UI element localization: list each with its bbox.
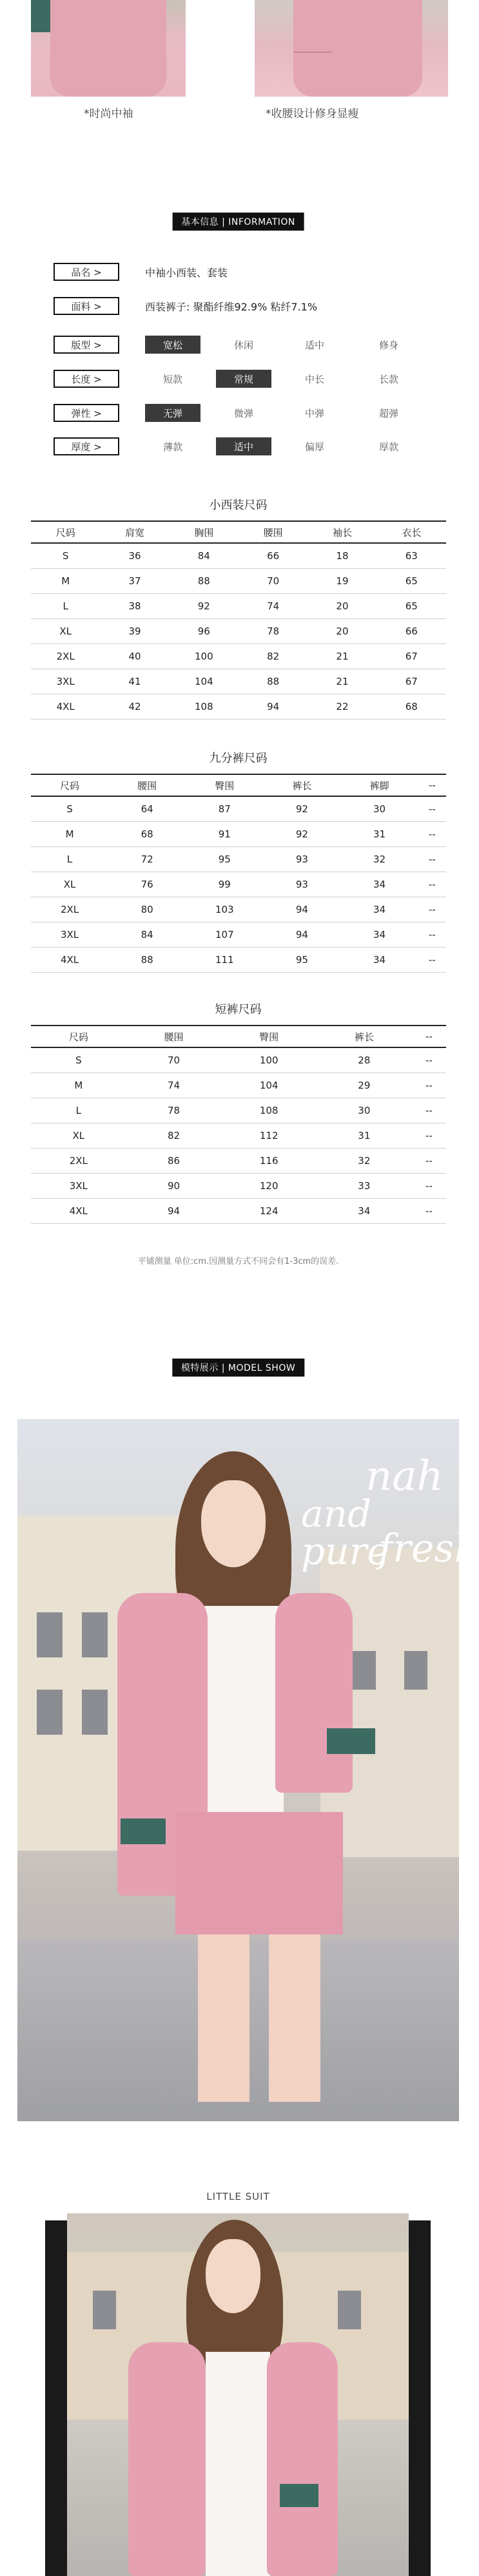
table-cell: 34 [341,947,418,972]
table-row [31,872,446,897]
table-row [31,1173,446,1198]
table-cell: 104 [221,1073,317,1098]
option-item: 厚款 [378,441,398,453]
table-cell: -- [412,1073,446,1098]
table-cell: 19 [308,568,376,593]
info-label: 面料 > [54,297,119,315]
table-cell: XL [31,872,108,897]
table-row [31,846,446,872]
table-cell: 82 [126,1123,222,1148]
table-row [31,947,446,972]
info-value: 西装裤子: 聚酯纤维92.9% 粘纤7.1% [145,300,318,313]
table-cell: 4XL [31,1198,126,1223]
table-row [31,922,446,947]
option-row [54,437,119,456]
table-row [31,644,446,669]
table-cell: 70 [239,568,308,593]
model-photo-second [67,2213,409,2576]
table-cell: 22 [308,694,376,719]
table-cell: -- [412,1123,446,1148]
table-cell: S [31,543,100,568]
option-item: 中长 [304,373,324,385]
table-cell: 96 [170,618,239,644]
table-cell: 30 [341,796,418,821]
table-cell: 112 [221,1123,317,1148]
table-cell: 120 [221,1173,317,1198]
photo-frame-right [409,2220,431,2576]
option-selected: 宽松 [145,336,200,354]
option-item: 适中 [304,339,324,351]
table-cell: 4XL [31,947,108,972]
table-cell: 63 [377,543,446,568]
model-section-header: 模特展示 | MODEL SHOW [172,1359,304,1377]
table-cell: 88 [239,669,308,694]
overlay-line-3: fresh [378,1526,479,1571]
option-row [54,403,119,423]
table-cell: 67 [377,644,446,669]
table-cell: -- [418,947,446,972]
table-cell: XL [31,1123,126,1148]
table-cell: 68 [377,694,446,719]
table-row [31,1073,446,1098]
table-row [31,568,446,593]
little-suit-label: LITTLE SUIT [206,2191,270,2202]
table-cell: 100 [170,644,239,669]
table-cell: 78 [239,618,308,644]
table-cell: 92 [263,821,340,846]
table-cell: 31 [341,821,418,846]
table-cell: 100 [221,1047,317,1073]
table-cell: 93 [263,846,340,872]
caption-right: *收腰设计修身显瘦 [266,108,359,120]
option-item: 短款 [162,373,182,385]
table-cell: 104 [170,669,239,694]
table-cell: 65 [377,593,446,618]
table-row [31,1098,446,1123]
table-cell: -- [418,922,446,947]
info-row-name [54,262,228,281]
option-row [54,369,119,388]
table-cell: 70 [126,1047,222,1073]
table-cell: 78 [126,1098,222,1123]
table-row [31,618,446,644]
column-header: 裤长 [317,1026,412,1047]
table-cell: 40 [100,644,169,669]
table-cell: 86 [126,1148,222,1173]
table-cell: 108 [170,694,239,719]
table-cell: 21 [308,669,376,694]
table-cell: 74 [126,1073,222,1098]
table-cell: XL [31,618,100,644]
measurement-note: 平铺测量 单位:cm.因测量方式不同会有1-3cm的误差. [137,1257,339,1266]
table-cell: 76 [108,872,186,897]
waist-detail-photo [255,0,448,97]
size-table-title: 九分裤尺码 [209,752,268,765]
column-header: 腰围 [126,1026,222,1047]
info-label: 品名 > [54,263,119,281]
column-header: 尺码 [31,774,108,796]
table-cell: 116 [221,1148,317,1173]
table-cell: 3XL [31,1173,126,1198]
column-header: 腰围 [108,774,186,796]
photo-frame-left [45,2220,67,2576]
model-photo-main [17,1419,479,2121]
table-cell: 88 [108,947,186,972]
table-cell: 34 [317,1198,412,1223]
table-cell: 93 [263,872,340,897]
table-cell: 90 [126,1173,222,1198]
table-cell: 34 [341,922,418,947]
size-table-title: 小西装尺码 [209,499,268,512]
option-label: 长度 > [54,370,119,388]
table-cell: 108 [221,1098,317,1123]
table-cell: 99 [186,872,263,897]
table-cell: L [31,1098,126,1123]
table-cell: 39 [100,618,169,644]
table-cell: -- [412,1173,446,1198]
column-header: 胸围 [170,521,239,543]
table-cell: 18 [308,543,376,568]
table-row [31,1123,446,1148]
table-cell: 80 [108,897,186,922]
table-cell: 92 [170,593,239,618]
table-cell: 30 [317,1098,412,1123]
size-table [31,1025,446,1224]
table-cell: 20 [308,593,376,618]
table-cell: 2XL [31,897,108,922]
option-item: 薄款 [162,441,182,453]
table-cell: 3XL [31,669,100,694]
option-item: 中弹 [304,407,324,419]
column-header: 袖长 [308,521,376,543]
table-cell: 2XL [31,1148,126,1173]
table-row [31,1047,446,1073]
table-row [31,694,446,719]
size-table-title: 短裤尺码 [215,1003,262,1016]
option-item: 长款 [378,373,398,385]
table-cell: 33 [317,1173,412,1198]
table-cell: 94 [263,922,340,947]
table-cell: 103 [186,897,263,922]
table-cell: 74 [239,593,308,618]
table-cell: -- [412,1098,446,1123]
table-cell: 91 [186,821,263,846]
table-cell: 87 [186,796,263,821]
table-cell: 72 [108,846,186,872]
table-cell: -- [412,1047,446,1073]
overlay-line-1: nah [366,1453,444,1500]
table-row [31,669,446,694]
option-label: 厚度 > [54,437,119,455]
info-section-header: 基本信息 | INFORMATION [172,213,304,231]
table-cell: 66 [239,543,308,568]
column-header: 腰围 [239,521,308,543]
column-header: 臀围 [186,774,263,796]
table-cell: 29 [317,1073,412,1098]
table-cell: S [31,1047,126,1073]
table-cell: 94 [263,897,340,922]
table-cell: 2XL [31,644,100,669]
option-item: 偏厚 [304,441,324,453]
option-selected: 适中 [216,437,271,455]
table-cell: 68 [108,821,186,846]
table-cell: 32 [317,1148,412,1173]
option-item: 休闲 [233,339,253,351]
table-cell: 36 [100,543,169,568]
column-header: 尺码 [31,521,100,543]
table-row [31,796,446,821]
caption-left: *时尚中袖 [84,108,133,120]
table-row [31,821,446,846]
table-cell: 92 [263,796,340,821]
table-cell: 88 [170,568,239,593]
table-cell: M [31,821,108,846]
table-row [31,543,446,568]
table-cell: 34 [341,872,418,897]
option-selected: 无弹 [145,404,200,422]
table-cell: 84 [108,922,186,947]
table-cell: 95 [263,947,340,972]
table-cell: 28 [317,1047,412,1073]
table-header-row [31,521,446,543]
table-cell: 21 [308,644,376,669]
table-cell: M [31,568,100,593]
column-header: 肩宽 [100,521,169,543]
table-cell: -- [418,796,446,821]
column-header: 臀围 [221,1026,317,1047]
table-cell: 20 [308,618,376,644]
column-header: -- [412,1026,446,1047]
table-cell: 94 [126,1198,222,1223]
table-cell: 64 [108,796,186,821]
size-table [31,774,446,973]
option-item: 微弹 [233,407,253,419]
info-value: 中袖小西装、套装 [145,266,228,279]
table-cell: 38 [100,593,169,618]
table-row [31,593,446,618]
sleeve-detail-photo [31,0,186,97]
table-cell: -- [412,1148,446,1173]
info-row-fabric [54,296,317,316]
table-cell: M [31,1073,126,1098]
table-cell: -- [412,1198,446,1223]
table-cell: 65 [377,568,446,593]
option-label: 弹性 > [54,404,119,422]
table-cell: 67 [377,669,446,694]
table-cell: 124 [221,1198,317,1223]
table-cell: 31 [317,1123,412,1148]
table-cell: 94 [239,694,308,719]
table-row [31,897,446,922]
table-cell: -- [418,846,446,872]
table-cell: 42 [100,694,169,719]
column-header: -- [418,774,446,796]
table-cell: S [31,796,108,821]
table-cell: 4XL [31,694,100,719]
option-label: 版型 > [54,336,119,354]
table-header-row [31,1026,446,1047]
table-cell: 66 [377,618,446,644]
column-header: 尺码 [31,1026,126,1047]
size-table [31,520,446,720]
table-cell: -- [418,897,446,922]
option-item: 修身 [378,339,398,351]
table-cell: 34 [341,897,418,922]
table-cell: 111 [186,947,263,972]
table-cell: 84 [170,543,239,568]
table-cell: L [31,593,100,618]
column-header: 裤长 [263,774,340,796]
table-cell: 32 [341,846,418,872]
table-cell: 107 [186,922,263,947]
table-cell: 37 [100,568,169,593]
table-cell: -- [418,872,446,897]
table-cell: L [31,846,108,872]
column-header: 裤脚 [341,774,418,796]
option-row [54,335,119,354]
option-selected: 常规 [216,370,271,388]
table-row [31,1198,446,1223]
table-cell: 82 [239,644,308,669]
table-cell: -- [418,821,446,846]
table-row [31,1148,446,1173]
table-header-row [31,774,446,796]
table-cell: 3XL [31,922,108,947]
product-thumbnails [0,0,476,97]
table-cell: 41 [100,669,169,694]
table-cell: 95 [186,846,263,872]
option-item: 超弹 [378,407,398,419]
overlay-line-2: and pure [301,1492,389,1573]
column-header: 衣长 [377,521,446,543]
